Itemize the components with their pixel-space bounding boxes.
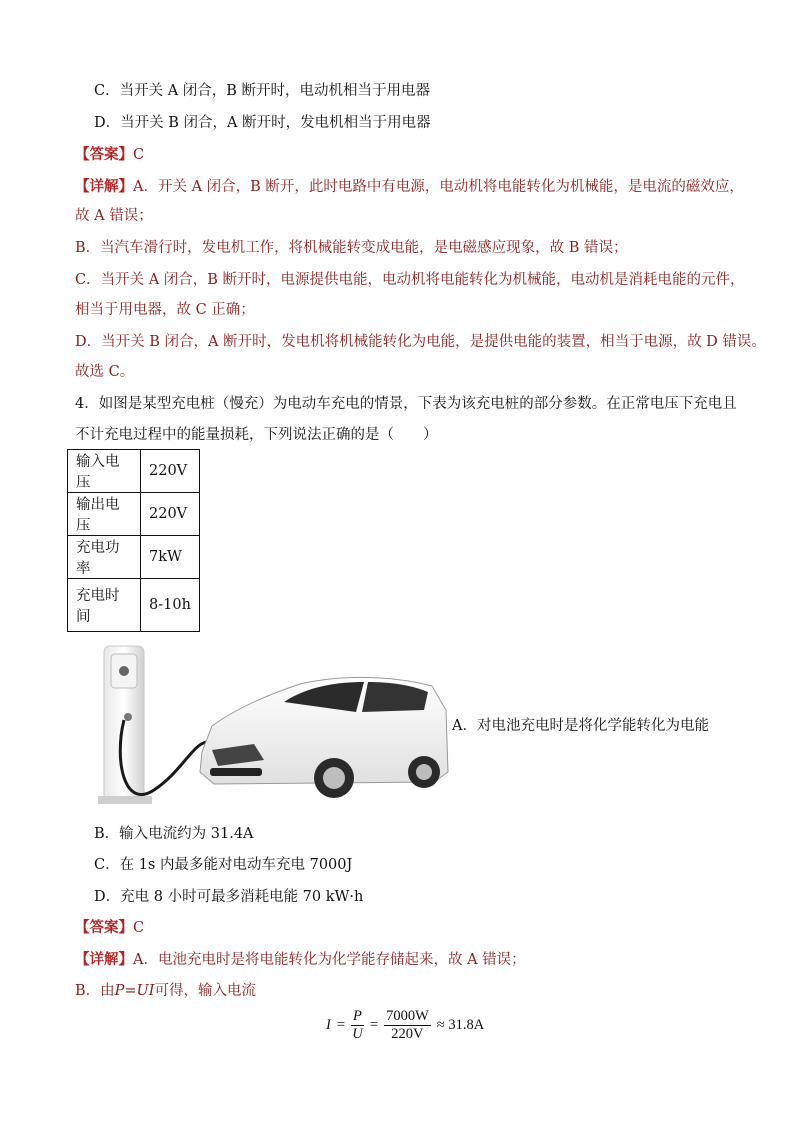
conclusion: 故选 C。 <box>75 364 135 380</box>
option-d-q4: D．充电 8 小时可最多消耗电能 70 kW·h <box>94 889 364 905</box>
table-key: 充电功率 <box>68 536 141 579</box>
answer-value: C <box>133 920 145 936</box>
table-row <box>68 450 200 493</box>
answer-value: C <box>133 147 145 163</box>
explain-b-q4 <box>75 981 256 1001</box>
table-row <box>68 536 200 579</box>
formula-num: 7000W <box>386 1008 429 1024</box>
question4-stem-line2: 不计充电过程中的能量损耗，下列说法正确的是（ ） <box>75 427 438 443</box>
option-c-prev: C．当开关 A 闭合，B 断开时，电动机相当于用电器 <box>94 83 431 99</box>
formula-fraction-pu <box>351 1008 364 1043</box>
table-key: 输入电压 <box>68 450 141 493</box>
explain-tag: 【详解】 <box>75 178 133 195</box>
explain-tag: 【详解】 <box>75 951 133 968</box>
explain-c-line1: C．当开关 A 闭合，B 断开时，电源提供电能，电动机将电能转化为机械能，电动机是消耗电能的元件， <box>75 272 745 288</box>
explain-b-formula: P=UI <box>114 983 155 999</box>
formula-result: ≈ 31.8A <box>436 1017 485 1033</box>
explain-b-suffix: 可得，输入电流 <box>154 983 257 999</box>
formula-eq: = <box>336 1017 346 1033</box>
option-c-q4: C．在 1s 内最多能对电动车充电 7000J <box>94 857 353 873</box>
table-key: 输出电压 <box>68 493 141 536</box>
explain-c-line2: 相当于用电器，故 C 正确； <box>75 302 255 318</box>
table-value: 7kW <box>141 536 200 579</box>
formula-lhs: I <box>326 1017 331 1033</box>
explain-a1-text: A．开关 A 闭合，B 断开，此时电路中有电源，电动机将电能转化为机械能，是电流的磁效应， <box>133 179 744 195</box>
explain-a-line1 <box>75 177 744 197</box>
parameter-table <box>67 449 200 632</box>
table-value: 220V <box>141 493 200 536</box>
explain-a-text: A．电池充电时是将电能转化为化学能存储起来，故 A 错误； <box>133 952 526 968</box>
formula-den: U <box>352 1026 363 1042</box>
explain-b-prefix: B．由 <box>75 983 115 999</box>
explain-b: B．当汽车滑行时，发电机工作，将机械能转变成电能，是电磁感应现象，故 B 错误； <box>75 240 628 256</box>
table-value: 8-10h <box>141 579 200 632</box>
table-value: 220V <box>141 450 200 493</box>
question4-stem-line1: 4．如图是某型充电桩（慢充）为电动车充电的情景，下表为该充电桩的部分参数。在正常电压下充电且 <box>75 396 737 412</box>
table-key: 充电时间 <box>68 579 141 632</box>
formula-eq2: = <box>369 1017 379 1033</box>
answer-line-q4 <box>75 918 144 938</box>
table-row <box>68 493 200 536</box>
formula-den: 220V <box>391 1026 424 1042</box>
formula-num: P <box>353 1008 362 1024</box>
formula-fraction-values <box>384 1008 431 1043</box>
option-b-q4: B．输入电流约为 31.4A <box>94 826 254 842</box>
answer-tag: 【答案】 <box>75 146 133 163</box>
explain-a-line2: 故 A 错误； <box>75 208 153 224</box>
electric-car-icon <box>200 677 448 798</box>
answer-line-prev <box>75 145 144 165</box>
current-formula <box>326 1008 484 1043</box>
explain-a-q4 <box>75 950 526 970</box>
explain-d: D．当开关 B 闭合，A 断开时，发电机将机械能转化为电能，是提供电能的装置，相当于电源，故 D 错误。 <box>75 334 766 350</box>
answer-tag: 【答案】 <box>75 919 133 936</box>
charging-car-illustration <box>94 640 450 808</box>
option-a-q4: A．对电池充电时是将化学能转化为电能 <box>452 718 709 734</box>
option-d-prev: D．当开关 B 闭合，A 断开时，发电机相当于用电器 <box>94 115 431 131</box>
table-row <box>68 579 200 632</box>
